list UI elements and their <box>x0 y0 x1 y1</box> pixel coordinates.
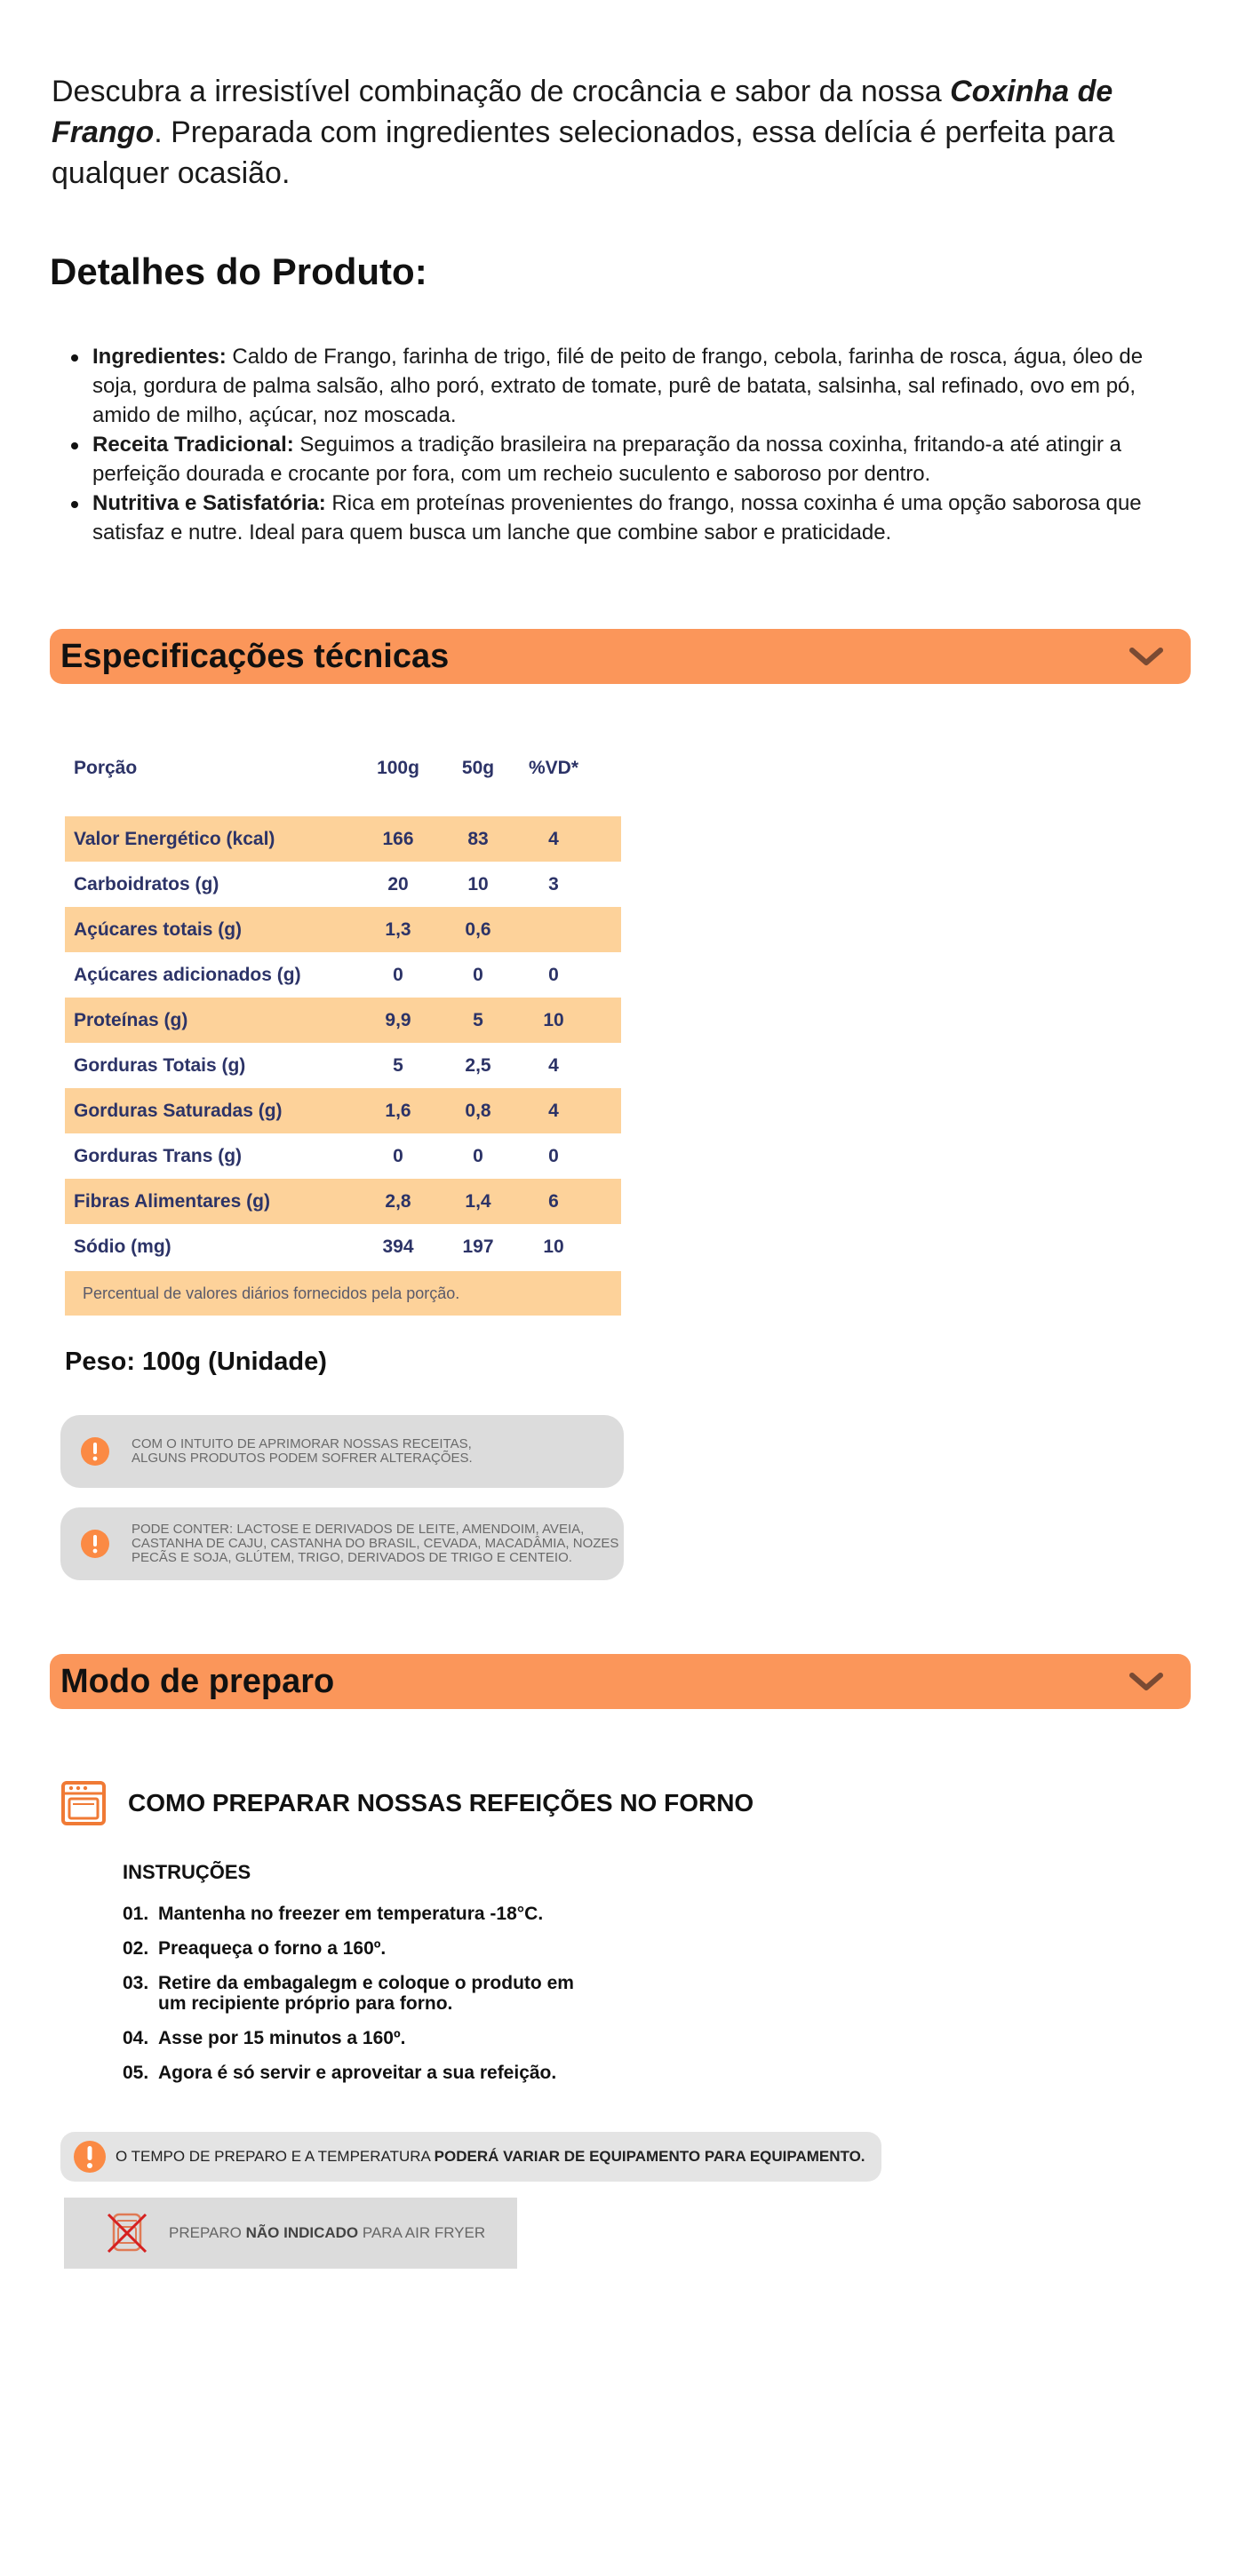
header-50g: 50g <box>461 757 495 778</box>
value-50g: 10 <box>467 873 489 894</box>
recipe-change-text <box>132 1437 473 1466</box>
warning-line: PODE CONTER: LACTOSE E DERIVADOS DE LEITE, AMENDOIM, AVEIA, <box>132 1522 585 1537</box>
nutrition-row <box>65 907 621 952</box>
value-100g: 0 <box>393 1145 403 1166</box>
instructions-list <box>123 1904 620 2097</box>
details-list <box>71 342 1164 547</box>
nutrient-name: Sódio (mg) <box>74 1236 171 1257</box>
value-50g: 1,4 <box>465 1190 491 1212</box>
value-100g: 9,9 <box>385 1009 411 1030</box>
intro-text-before: Descubra a irresistível combinação de crocância e sabor da nossa <box>52 75 951 108</box>
step-text: Retire da embagalegm e coloque o produto em um recipiente próprio para forno. <box>158 1973 574 2014</box>
value-vd: 4 <box>548 828 559 849</box>
instruction-step <box>123 2063 620 2083</box>
step-text: Preaqueça o forno a 160º. <box>158 1938 387 1959</box>
value-vd: 0 <box>548 1145 559 1166</box>
header-portion: Porção <box>74 757 138 778</box>
step-text: Mantenha no freezer em temperatura -18°C. <box>158 1904 544 1924</box>
prep-title: Modo de preparo <box>60 1662 335 1700</box>
step-text: Asse por 15 minutos a 160º. <box>158 2028 406 2048</box>
details-item-label: Nutritiva e Satisfatória: <box>92 491 326 515</box>
nutrient-name: Gorduras Trans (g) <box>74 1145 243 1166</box>
details-item-text: Rica em proteínas provenientes do frango, nossa coxinha é uma opção saborosa que satisfaz e nutre. Ideal para quem busca um lanche que combine sabor e praticidade. <box>92 491 1142 545</box>
alert-icon <box>80 1436 110 1467</box>
intro-text-after: . Preparada com ingredientes selecionados, essa delícia é perfeita para qualquer ocasião. <box>52 115 1115 190</box>
warning-line: COM O INTUITO DE APRIMORAR NOSSAS RECEITAS, <box>132 1436 472 1451</box>
value-vd: 10 <box>543 1236 564 1257</box>
nutrient-name: Valor Energético (kcal) <box>74 828 275 849</box>
nutrient-name: Fibras Alimentares (g) <box>74 1190 270 1212</box>
value-100g: 20 <box>387 873 409 894</box>
chevron-down-icon <box>1127 1668 1166 1695</box>
warning-line: CASTANHA DE CAJU, CASTANHA DO BRASIL, CEVADA, MACADÂMIA, NOZES <box>132 1536 619 1551</box>
details-item-text: Seguimos a tradição brasileira na preparação da nossa coxinha, fritando-a até atingir a perfeição dourada e crocante por fora, com um recheio suculento e saboroso por dentro. <box>92 433 1121 486</box>
value-vd: 6 <box>548 1190 559 1212</box>
details-item-text: Caldo de Frango, farinha de trigo, filé de peito de frango, cebola, farinha de rosca, água, óleo de soja, gordura de palma salsão, alho poró, extrato de tomate, purê de batata, salsinha, sal refinado, ovo em pó, amido de milho, açúcar, noz moscada. <box>92 345 1144 427</box>
airfryer-text: PREPARO NÃO INDICADO PARA AIR FRYER <box>169 2224 486 2241</box>
header-100g: 100g <box>377 757 419 778</box>
warning-line: PECÃS E SOJA, GLÚTEM, TRIGO, DERIVADOS DE TRIGO E CENTEIO. <box>132 1550 572 1565</box>
value-100g: 2,8 <box>385 1190 411 1212</box>
prep-accordion-header[interactable] <box>50 1654 1191 1709</box>
step-number: 03. <box>123 1973 149 1993</box>
nutrition-footnote: Percentual de valores diários fornecidos pela porção. <box>65 1271 621 1316</box>
nutrient-name: Açúcares adicionados (g) <box>74 964 301 985</box>
value-100g: 166 <box>382 828 414 849</box>
nutrient-name: Carboidratos (g) <box>74 873 219 894</box>
value-100g: 394 <box>382 1236 414 1257</box>
nutrient-name: Proteínas (g) <box>74 1009 188 1030</box>
details-item-nutrition <box>71 489 1164 547</box>
product-weight: Peso: 100g (Unidade) <box>65 1348 327 1376</box>
intro-paragraph <box>52 71 1198 194</box>
nutrition-row <box>65 1133 621 1179</box>
value-50g: 83 <box>467 828 489 849</box>
value-vd: 10 <box>543 1009 564 1030</box>
warning-line: ALGUNS PRODUTOS PODEM SOFRER ALTERAÇÕES. <box>132 1451 473 1466</box>
step-number: 04. <box>123 2028 149 2048</box>
prep-time-note-text: O TEMPO DE PREPARO E A TEMPERATURA PODERÁ VARIAR DE EQUIPAMENTO PARA EQUIPAMENTO. <box>116 2148 865 2165</box>
instruction-step <box>123 2028 620 2048</box>
intro-product-name: Coxinha de Frango <box>52 75 1113 149</box>
value-50g: 0,6 <box>465 918 491 940</box>
value-50g: 0 <box>473 1145 483 1166</box>
allergen-text <box>132 1523 618 1565</box>
details-item-label: Ingredientes: <box>92 345 227 369</box>
alert-icon <box>73 2140 107 2174</box>
nutrient-name: Gorduras Totais (g) <box>74 1054 246 1076</box>
specs-title: Especificações técnicas <box>60 637 450 675</box>
oven-title: COMO PREPARAR NOSSAS REFEIÇÕES NO FORNO <box>128 1789 754 1817</box>
airfryer-crossed-icon <box>103 2209 151 2257</box>
value-vd: 0 <box>548 964 559 985</box>
details-title: Detalhes do Produto: <box>50 250 427 292</box>
chevron-down-icon <box>1127 643 1166 670</box>
details-item-recipe <box>71 430 1164 489</box>
nutrition-table-header <box>65 739 621 797</box>
instruction-step <box>123 1904 620 1924</box>
airfryer-notice <box>64 2198 517 2269</box>
value-50g: 2,5 <box>465 1054 491 1076</box>
details-item-label: Receita Tradicional: <box>92 433 294 457</box>
specs-accordion-header[interactable] <box>50 629 1191 684</box>
value-50g: 0 <box>473 964 483 985</box>
nutrient-name: Gorduras Saturadas (g) <box>74 1100 283 1121</box>
instructions-label: INSTRUÇÕES <box>123 1861 251 1883</box>
value-100g: 1,6 <box>385 1100 411 1121</box>
nutrition-row <box>65 816 621 862</box>
instruction-step <box>123 1973 620 2014</box>
step-number: 02. <box>123 1938 149 1959</box>
nutrition-table <box>65 739 621 1316</box>
nutrient-name: Açúcares totais (g) <box>74 918 243 940</box>
nutrition-row <box>65 862 621 907</box>
step-number: 01. <box>123 1904 149 1924</box>
value-100g: 0 <box>393 964 403 985</box>
alert-icon <box>80 1529 110 1559</box>
prep-time-note <box>60 2132 881 2182</box>
value-100g: 5 <box>393 1054 403 1076</box>
nutrition-row <box>65 1224 621 1269</box>
value-vd: 4 <box>548 1054 559 1076</box>
step-number: 05. <box>123 2063 149 2083</box>
details-item-ingredients <box>71 342 1164 430</box>
value-50g: 0,8 <box>465 1100 491 1121</box>
value-vd: 4 <box>548 1100 559 1121</box>
header-vd: %VD* <box>528 757 579 778</box>
nutrition-row <box>65 1179 621 1224</box>
value-vd: 3 <box>548 873 559 894</box>
nutrition-row <box>65 1043 621 1088</box>
step-text: Agora é só servir e aproveitar a sua refeição. <box>158 2063 557 2083</box>
value-50g: 197 <box>462 1236 494 1257</box>
allergen-notice <box>60 1507 624 1580</box>
recipe-change-notice <box>60 1415 624 1488</box>
nutrition-row <box>65 952 621 998</box>
instruction-step <box>123 1938 620 1959</box>
nutrition-row <box>65 1088 621 1133</box>
value-50g: 5 <box>473 1009 483 1030</box>
nutrition-row <box>65 998 621 1043</box>
value-100g: 1,3 <box>385 918 411 940</box>
oven-icon <box>60 1780 107 1826</box>
oven-heading <box>60 1780 754 1826</box>
